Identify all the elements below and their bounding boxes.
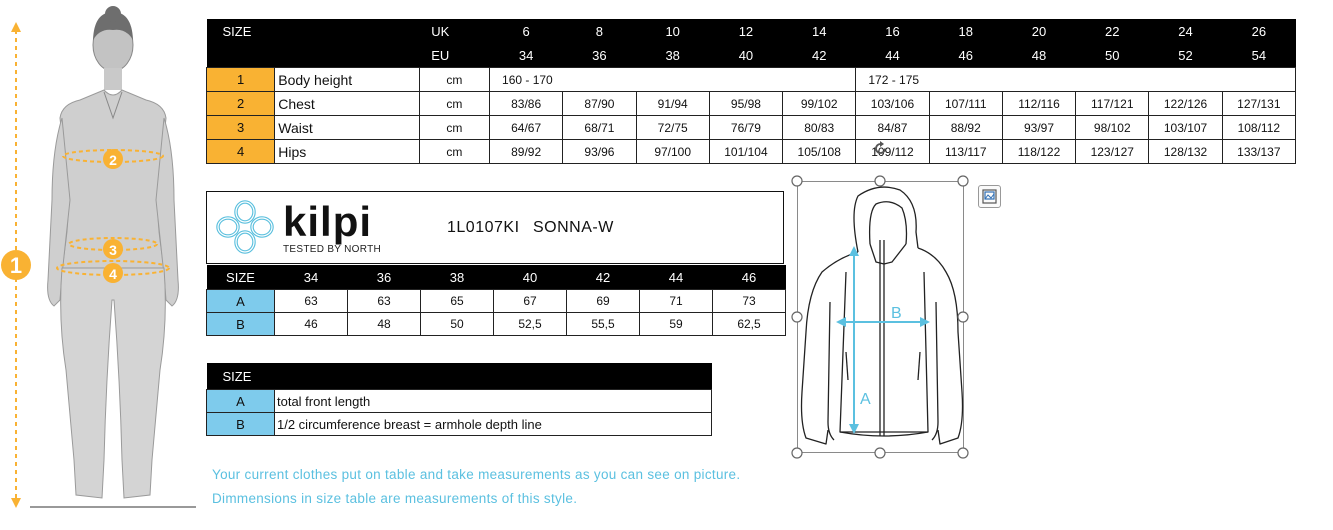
- eu-size: 46: [929, 43, 1002, 68]
- cell-value: 97/100: [636, 140, 709, 164]
- cell-value: 50: [421, 313, 494, 336]
- cell-value: 105/108: [783, 140, 856, 164]
- cell-value: 103/107: [1149, 116, 1222, 140]
- kilpi-logo-icon: [213, 197, 277, 257]
- uk-size: 16: [856, 19, 929, 43]
- cell-value: 88/92: [929, 116, 1002, 140]
- cell-value: 62,5: [713, 313, 786, 336]
- cell-value: 107/111: [929, 92, 1002, 116]
- brand-name: kilpi: [283, 198, 373, 245]
- cell-value: 160 - 170: [490, 68, 856, 92]
- cell-value: 128/132: [1149, 140, 1222, 164]
- table-row-b: [207, 313, 786, 336]
- legend-table: [206, 363, 712, 436]
- product-size: 42: [567, 265, 640, 290]
- cell-value: 46: [275, 313, 348, 336]
- row-number: 4: [207, 140, 275, 164]
- product-size: 38: [421, 265, 494, 290]
- row-label: A: [207, 290, 275, 313]
- eu-header-row: [207, 43, 1296, 68]
- cell-value: 76/79: [709, 116, 782, 140]
- cell-value: 63: [348, 290, 421, 313]
- cell-value: 118/122: [1002, 140, 1075, 164]
- legend-row-b: [207, 413, 712, 436]
- marker-4: 4: [109, 266, 117, 282]
- brand-box: [206, 191, 784, 264]
- cell-value: 133/137: [1222, 140, 1295, 164]
- body-figure: [0, 0, 200, 512]
- uk-size: 10: [636, 19, 709, 43]
- table-row-a: [207, 290, 786, 313]
- marker-3: 3: [109, 242, 117, 258]
- cell-value: 112/116: [1002, 92, 1075, 116]
- cell-value: 67: [494, 290, 567, 313]
- eu-label: EU: [419, 43, 489, 68]
- row-name: Body height: [275, 68, 420, 92]
- cell-value: 71: [640, 290, 713, 313]
- cell-value: 59: [640, 313, 713, 336]
- eu-size: 42: [783, 43, 856, 68]
- uk-size: 14: [783, 19, 856, 43]
- uk-size: 26: [1222, 19, 1295, 43]
- product-header-row: [207, 265, 786, 290]
- cell-value: 99/102: [783, 92, 856, 116]
- uk-size: 24: [1149, 19, 1222, 43]
- product-size-table: [206, 265, 786, 336]
- instruction-note: Dimmensions in size table are measurements of this style.: [212, 491, 578, 506]
- rotate-handle-icon[interactable]: [872, 140, 889, 157]
- size-label: SIZE: [207, 265, 275, 290]
- cell-value: 117/121: [1076, 92, 1149, 116]
- cell-value: 109/112: [856, 140, 929, 164]
- cell-value: 63: [275, 290, 348, 313]
- cell-value: 113/117: [929, 140, 1002, 164]
- row-name: Chest: [275, 92, 349, 116]
- uk-label: UK: [419, 19, 489, 43]
- row-unit: cm: [419, 92, 489, 116]
- legend-label: A: [207, 390, 275, 413]
- cell-value: 55,5: [567, 313, 640, 336]
- cell-value: 98/102: [1076, 116, 1149, 140]
- uk-size: 22: [1076, 19, 1149, 43]
- cell-value: 108/112: [1222, 116, 1295, 140]
- uk-size: 6: [490, 19, 563, 43]
- cell-value: 80/83: [783, 116, 856, 140]
- eu-size: 50: [1076, 43, 1149, 68]
- cell-value: 48: [348, 313, 421, 336]
- cell-value: 87/90: [563, 92, 636, 116]
- product-size: 46: [713, 265, 786, 290]
- marker-2: 2: [109, 152, 117, 168]
- jacket-label-b: B: [891, 305, 902, 322]
- cell-value: 123/127: [1076, 140, 1149, 164]
- product-size: 34: [275, 265, 348, 290]
- legend-row-a: [207, 390, 712, 413]
- layout-options-button[interactable]: [978, 185, 1001, 208]
- table-row-waist: [207, 116, 1296, 140]
- size-label: SIZE: [207, 363, 712, 390]
- row-number: 3: [207, 116, 275, 140]
- cell-value: 172 - 175: [856, 68, 1296, 92]
- legend-label: B: [207, 413, 275, 436]
- uk-size: 12: [709, 19, 782, 43]
- cell-value: 103/106: [856, 92, 929, 116]
- size-table: [206, 19, 1296, 164]
- row-name: Waist: [275, 116, 349, 140]
- eu-size: 36: [563, 43, 636, 68]
- row-unit: cm: [419, 116, 489, 140]
- table-row-hips: [207, 140, 1296, 164]
- cell-value: 127/131: [1222, 92, 1295, 116]
- instruction-note: Your current clothes put on table and take measurements as you can see on picture.: [212, 467, 741, 482]
- layout-options-icon: [982, 189, 997, 204]
- cell-value: 52,5: [494, 313, 567, 336]
- brand-tagline: TESTED BY NORTH: [283, 244, 382, 255]
- legend-header-row: [207, 363, 712, 390]
- product-size: 44: [640, 265, 713, 290]
- cell-value: 68/71: [563, 116, 636, 140]
- cell-value: 122/126: [1149, 92, 1222, 116]
- uk-header-row: [207, 19, 1296, 43]
- cell-value: 95/98: [709, 92, 782, 116]
- jacket-label-a: A: [860, 391, 871, 408]
- row-unit: cm: [419, 68, 489, 92]
- marker-1: 1: [9, 253, 23, 278]
- row-number: 1: [207, 68, 275, 92]
- selection-handles: [788, 170, 978, 466]
- uk-size: 20: [1002, 19, 1075, 43]
- cell-value: 65: [421, 290, 494, 313]
- cell-value: 72/75: [636, 116, 709, 140]
- product-name: SONNA-W: [533, 219, 614, 236]
- product-size: 40: [494, 265, 567, 290]
- eu-size: 38: [636, 43, 709, 68]
- cell-value: 83/86: [490, 92, 563, 116]
- eu-size: 54: [1222, 43, 1295, 68]
- eu-size: 40: [709, 43, 782, 68]
- eu-size: 52: [1149, 43, 1222, 68]
- row-unit: cm: [419, 140, 489, 164]
- table-row-body-height: [207, 68, 1296, 92]
- row-label: B: [207, 313, 275, 336]
- eu-size: 34: [490, 43, 563, 68]
- row-name: Hips: [275, 140, 349, 164]
- uk-size: 8: [563, 19, 636, 43]
- cell-value: 73: [713, 290, 786, 313]
- product-size: 36: [348, 265, 421, 290]
- cell-value: 89/92: [490, 140, 563, 164]
- size-label: SIZE: [207, 19, 420, 43]
- cell-value: 93/96: [563, 140, 636, 164]
- cell-value: 93/97: [1002, 116, 1075, 140]
- eu-size: 48: [1002, 43, 1075, 68]
- cell-value: 91/94: [636, 92, 709, 116]
- cell-value: 101/104: [709, 140, 782, 164]
- eu-size: 44: [856, 43, 929, 68]
- table-row-chest: [207, 92, 1296, 116]
- cell-value: 84/87: [856, 116, 929, 140]
- legend-description: 1/2 circumference breast = armhole depth line: [275, 413, 712, 436]
- legend-description: total front length: [275, 390, 712, 413]
- cell-value: 64/67: [490, 116, 563, 140]
- cell-value: 69: [567, 290, 640, 313]
- uk-size: 18: [929, 19, 1002, 43]
- row-number: 2: [207, 92, 275, 116]
- product-code: 1L0107KI: [447, 219, 520, 236]
